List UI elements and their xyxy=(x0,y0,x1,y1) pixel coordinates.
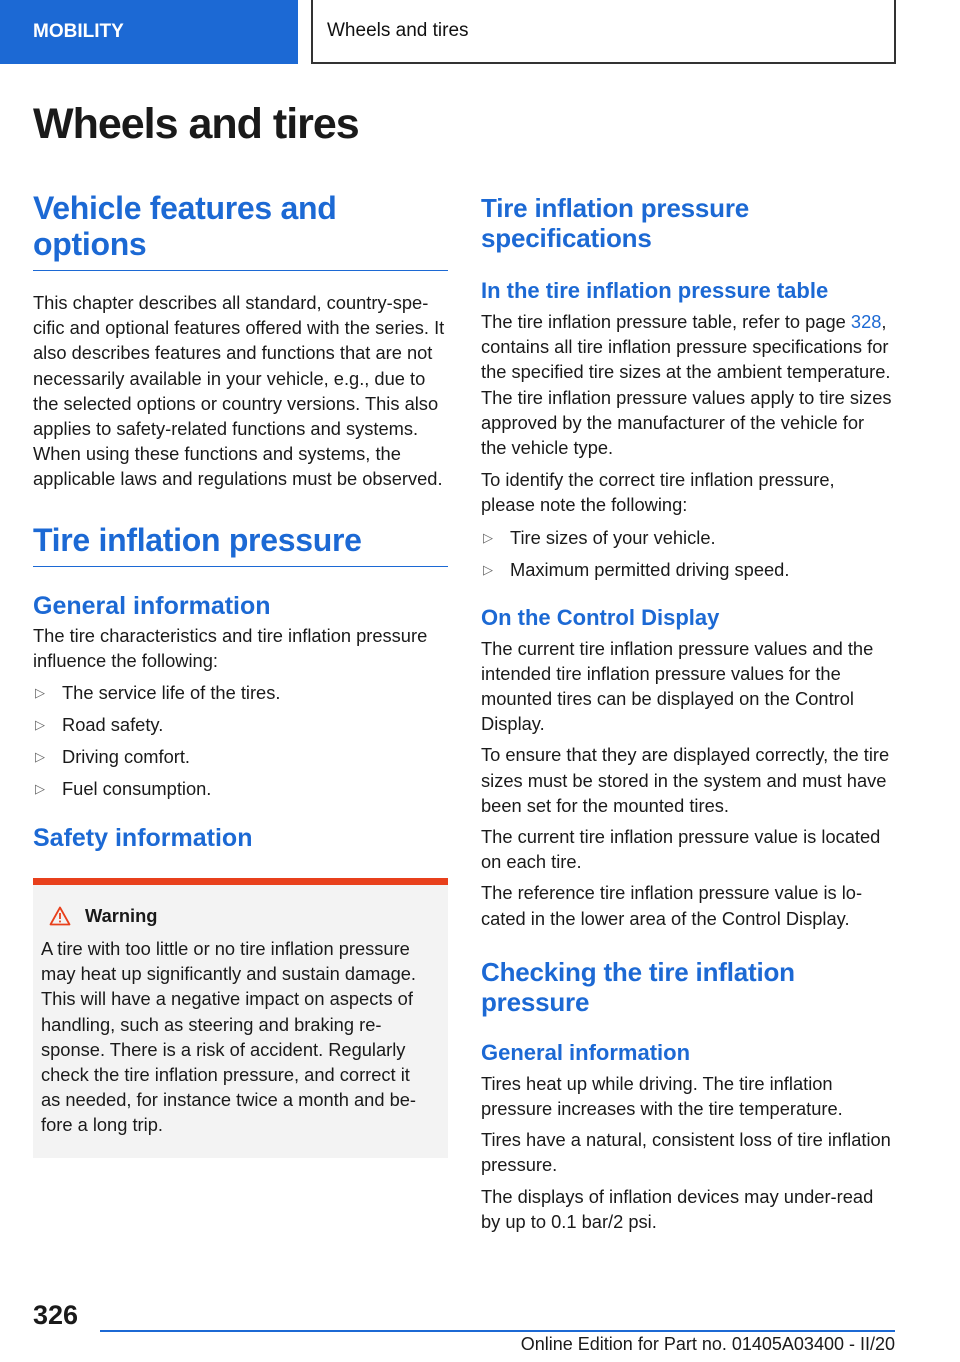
table-heading: In the tire inflation pressure table xyxy=(481,278,829,303)
list-item xyxy=(33,712,448,737)
safety-heading: Safety information xyxy=(33,824,253,853)
list-item xyxy=(481,557,893,582)
edition-text: Online Edition for Part no. 01405A03400 - II/20 xyxy=(520,1334,895,1354)
warning-box xyxy=(33,878,448,1158)
features-heading: Vehicle features and options xyxy=(33,190,448,271)
display-paragraph: To ensure that they are displayed correctly, the tire sizes must be stored in the system and must have been set for the mounted tires. xyxy=(481,744,890,816)
pressure-heading: Tire inflation pressure xyxy=(33,522,448,567)
warning-header xyxy=(41,905,434,927)
check-paragraph: Tires heat up while driving. The tire inflation pressure increases with the tire temperature. xyxy=(481,1072,843,1120)
warning-text: A tire with too little or no tire inflation pressure may heat up significantly and sustain damage. This will have a negative impact on aspects of handling, such as steering and braking response. There is a risk of accident. Regularly check the tire inflation pressure, and correct it as needed, for instance twice a month and before a long trip. xyxy=(41,938,417,1136)
list-item-text: Road safety. xyxy=(62,714,164,736)
header-tab-label: MOBILITY xyxy=(33,21,124,42)
list-item-text: Driving comfort. xyxy=(62,746,190,768)
display-heading: On the Control Display xyxy=(481,604,720,630)
check-general-heading: General information xyxy=(481,1039,691,1065)
left-column xyxy=(33,190,448,1158)
page-link[interactable]: 328 xyxy=(850,311,882,332)
triangle-right-icon: ▷ xyxy=(35,685,45,701)
right-column xyxy=(481,193,893,1234)
list-item-text: The service life of the tires. xyxy=(62,682,281,704)
header-section xyxy=(311,0,896,64)
display-paragraph: The current tire inflation pressure value is located on each tire. xyxy=(481,826,881,873)
footer-divider xyxy=(100,1330,895,1332)
list-item xyxy=(481,525,893,550)
identify-bullet-list xyxy=(481,525,893,582)
spec-heading: Tire inflation pressure specifications xyxy=(481,193,749,253)
header-tab xyxy=(0,0,298,64)
checking-heading: Checking the tire inflation pressure xyxy=(481,956,795,1017)
page-title: Wheels and tires xyxy=(33,100,359,148)
triangle-right-icon: ▷ xyxy=(35,717,45,733)
list-item xyxy=(33,744,448,769)
identify-text: To identify the correct tire inflation pressure, please note the following: xyxy=(481,469,835,516)
display-paragraph: The reference tire inflation pressure value is located in the lower area of the Control Display. xyxy=(481,882,863,929)
triangle-right-icon: ▷ xyxy=(35,781,45,797)
triangle-right-icon: ▷ xyxy=(483,529,493,545)
list-item-text: Maximum permitted driving speed. xyxy=(510,558,790,580)
header-section-label: Wheels and tires xyxy=(327,20,469,41)
triangle-right-icon: ▷ xyxy=(483,561,493,577)
list-item-text: Fuel consumption. xyxy=(62,778,212,800)
general-heading: General information xyxy=(33,591,271,620)
triangle-right-icon: ▷ xyxy=(35,749,45,765)
list-item xyxy=(33,776,448,801)
list-item-text: Tire sizes of your vehicle. xyxy=(510,526,716,548)
general-bullet-list xyxy=(33,680,448,801)
page-number: 326 xyxy=(33,1300,79,1330)
general-text: The tire characteristics and tire inflation pressure influence the following: xyxy=(33,624,428,671)
check-paragraph: The displays of inflation devices may under-read by up to 0.1 bar/2 psi. xyxy=(481,1185,874,1232)
warning-label: Warning xyxy=(85,905,158,927)
features-text: This chapter describes all standard, country-specific and optional features offered with the series. It also describes features and functions that are not necessarily available in your vehicle, e.g., due to the selected options or country versions. This also applies to safety-related functions and systems. When using these functions and systems, the applicable laws and regulations must be observed. xyxy=(33,292,445,490)
table-text: The tire inflation pressure table, refer to page 328, contains all tire inflation pressure specifications for the specified tire sizes at the ambient temperature. The tire inflation pressure values apply to tire sizes approved by the manufacturer of the vehicle for the vehicle type. xyxy=(481,311,892,459)
list-item xyxy=(33,680,448,705)
check-paragraph: Tires have a natural, consistent loss of tire inflation pressure. xyxy=(481,1129,891,1176)
warning-triangle-icon xyxy=(49,906,71,926)
display-paragraph: The current tire inflation pressure values and the intended tire inflation pressure values for the mounted tires can be displayed on the Control Display. xyxy=(481,637,874,735)
